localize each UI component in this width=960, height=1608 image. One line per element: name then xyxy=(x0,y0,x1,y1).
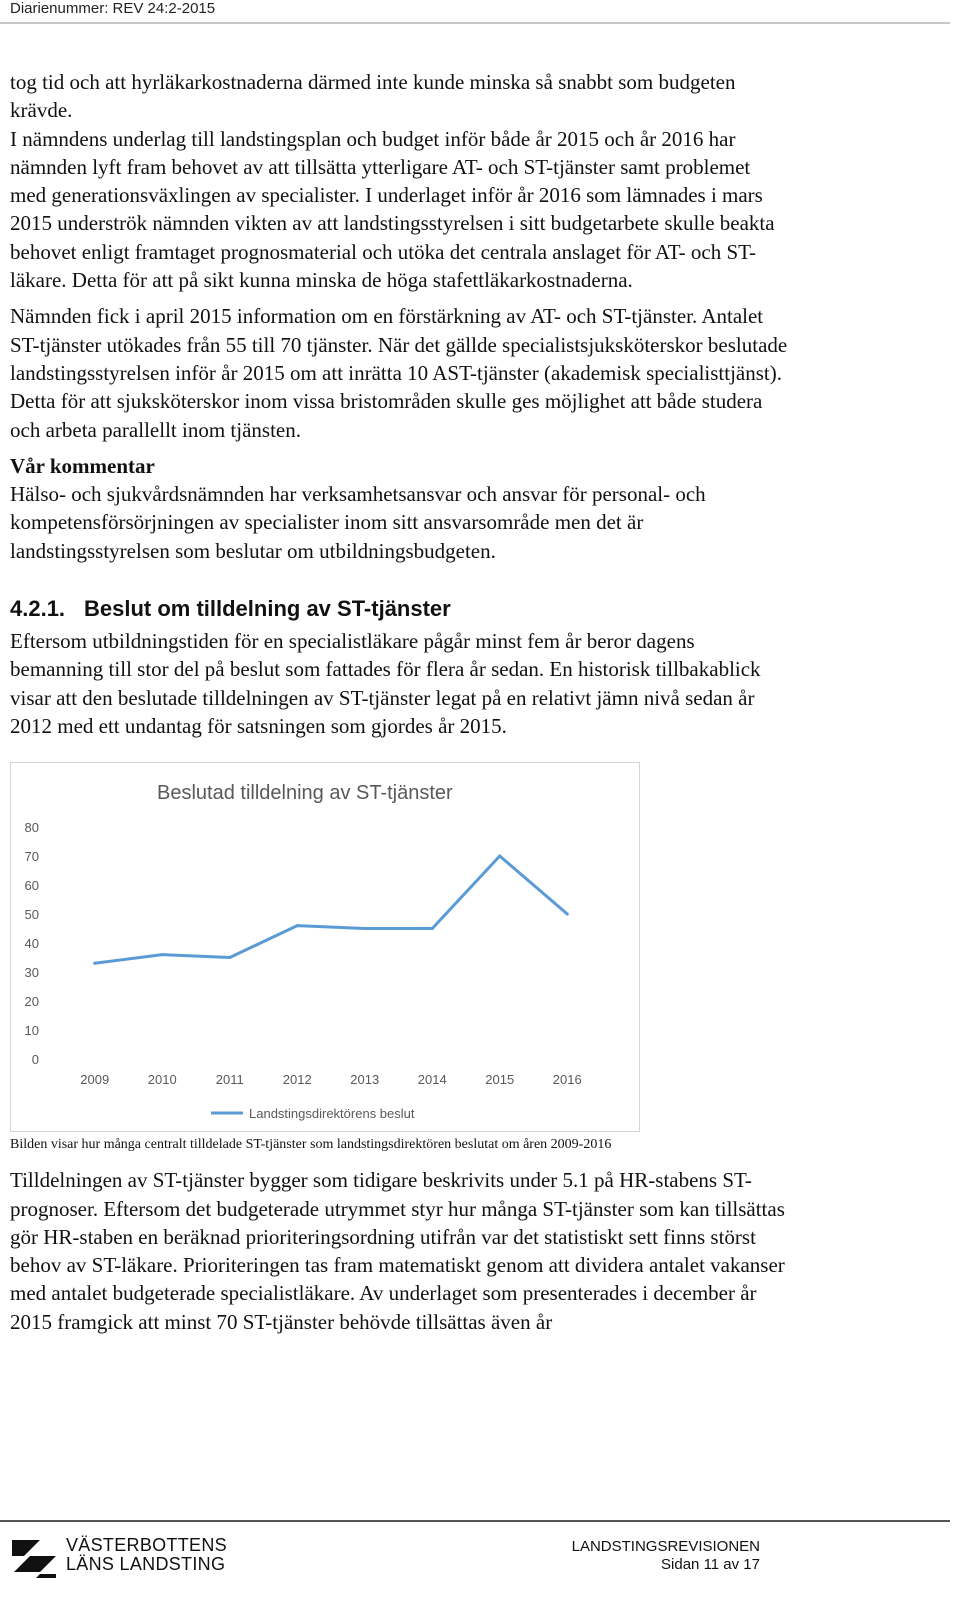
section-heading xyxy=(10,595,790,623)
logo-line-1: VÄSTERBOTTENS xyxy=(66,1535,227,1555)
paragraph-budget-underlag: I nämndens underlag till landstingsplan och budget inför både år 2015 och år 2016 har nämnden lyft fram behovet av att tillsätta ytterligare AT- och ST-tjänster samt problemet med generationsväxlingen av specialister. I underlaget inför år 2016 som lämnades i mars 2015 underströk nämnden vikten av att landstingsstyrelsen i sitt budgetarbete skulle beakta behovet enligt framtaget prognosmaterial och utöka det centrala anslaget för AT- och ST-läkare. Detta för att på sikt kunna minska de höga stafettläkarkostnaderna. xyxy=(10,126,775,293)
chart-caption: Bilden visar hur många centralt tilldelade ST-tjänster som landstingsdirektören beslutat om åren 2009-2016 xyxy=(10,1137,612,1153)
section-number: 4.2.1. xyxy=(10,596,66,622)
logo-text xyxy=(66,1536,227,1574)
footer-department: LANDSTINGSREVISIONEN xyxy=(571,1538,760,1555)
x-tick-label: 2009 xyxy=(80,1072,110,1088)
x-tick-label: 2013 xyxy=(350,1072,380,1088)
y-tick-label: 0 xyxy=(31,1052,39,1068)
data-point xyxy=(161,953,164,956)
section-title: Beslut om tilldelning av ST-tjänster xyxy=(84,596,451,622)
x-tick-label: 2016 xyxy=(552,1072,582,1088)
data-point xyxy=(498,855,501,858)
logo-line-2: LÄNS LANDSTING xyxy=(66,1554,226,1574)
data-point xyxy=(228,956,231,959)
y-tick-label: 60 xyxy=(24,878,39,894)
x-tick-label: 2010 xyxy=(147,1072,177,1088)
y-tick-label: 70 xyxy=(24,849,39,865)
header-divider xyxy=(0,22,950,24)
page-number: Sidan 11 av 17 xyxy=(661,1556,760,1573)
page-content xyxy=(10,68,790,1344)
footer-divider xyxy=(0,1520,950,1522)
x-tick-label: 2014 xyxy=(417,1072,447,1088)
x-tick-label: 2011 xyxy=(215,1072,244,1088)
data-point xyxy=(566,913,569,916)
paragraph-tilldelning: Tilldelningen av ST-tjänster bygger som tidigare beskrivits under 5.1 på HR-stabens ST-prognoser. Eftersom det budgeterade utrymmet styr hur många ST-tjänster som kan tillsättas gör HR-staben en beräknad prioriteringsordning utifrån var det statistiskt sett finns störst behov av ST-läkare. Prioriteringen tas fram matematiskt genom att dividera antalet vakanser med antalet budgeterade specialistläkare. Av underlaget som presenterades i december år 2015 framgick att minst 70 ST-tjänster behövde tillsättas även år xyxy=(10,1168,785,1334)
paragraph-continuation: tog tid och att hyrläkarkostnaderna därmed inte kunde minska så snabbt som budgeten krävde. xyxy=(10,70,736,123)
document-number: Diarienummer: REV 24:2-2015 xyxy=(10,0,216,17)
footer-info xyxy=(572,1538,760,1574)
y-tick-label: 20 xyxy=(24,994,39,1010)
y-tick-label: 30 xyxy=(24,965,39,981)
x-tick-label: 2015 xyxy=(485,1072,515,1088)
data-point xyxy=(363,927,366,930)
y-tick-label: 80 xyxy=(24,820,39,836)
series-line xyxy=(95,856,568,963)
data-point xyxy=(431,927,434,930)
comment-heading: Vår kommentar xyxy=(10,453,155,478)
y-tick-label: 40 xyxy=(24,936,39,952)
line-chart xyxy=(10,762,640,1132)
x-tick-label: 2012 xyxy=(282,1072,312,1088)
data-point xyxy=(296,924,299,927)
paragraph-forstarkning: Nämnden fick i april 2015 information om en förstärkning av AT- och ST-tjänster. Antalet ST-tjänster utökades från 55 till 70 tjänster. När det gällde specialistsjuksköterskor beslutade landstingsstyrelsen inför år 2015 om att inrätta 10 AST-tjänster (akademisk specialisttjänst). Detta för att sjuksköterskor inom vissa bristområden skulle ges möjlighet att både studera och arbeta parallellt inom tjänsten. xyxy=(10,304,788,442)
logo-mark-icon xyxy=(10,1536,58,1580)
page-header xyxy=(10,0,960,22)
legend-label: Landstingsdirektörens beslut xyxy=(249,1106,415,1122)
comment-text: Hälso- och sjukvårdsnämnden har verksamhetsansvar och ansvar för personal- och kompetensförsörjningen av specialister inom sitt ansvarsområde men det är landstingsstyrelsen som beslutar om utbildningsbudgeten. xyxy=(10,482,706,563)
data-point xyxy=(93,962,96,965)
section-text: Eftersom utbildningstiden för en specialistläkare pågår minst fem år beror dagens bemanning till stor del på beslut som fattades för flera år sedan. En historisk tillbakablick visar att den beslutade tilldelningen av ST-tjänster legat på en relativt jämn nivå sedan år 2012 med ett undantag för satsningen som gjordes år 2015. xyxy=(10,629,761,738)
y-tick-label: 50 xyxy=(24,907,39,923)
organization-logo xyxy=(10,1530,230,1600)
chart-title: Beslutad tilldelning av ST-tjänster xyxy=(157,782,453,805)
chart-canvas xyxy=(11,763,639,1131)
y-tick-label: 10 xyxy=(24,1023,39,1039)
